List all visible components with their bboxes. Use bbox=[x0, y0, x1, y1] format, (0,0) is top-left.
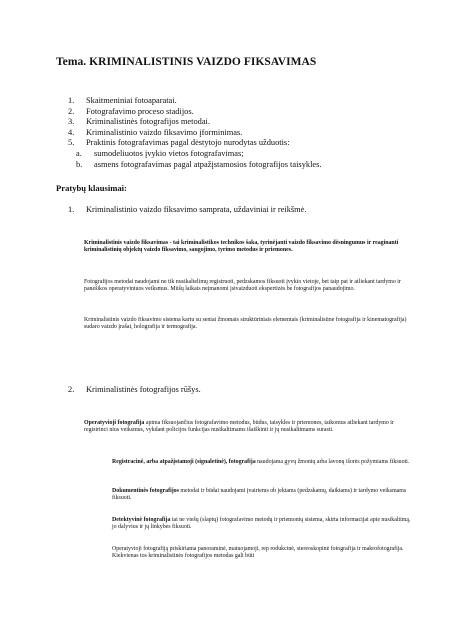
topic-list bbox=[68, 96, 448, 170]
sub-list-item bbox=[68, 160, 448, 171]
term: Dokumentinės fotografijos bbox=[112, 488, 179, 494]
list-number: 2. bbox=[68, 106, 75, 116]
paragraph bbox=[112, 517, 416, 532]
term-description: apima fiksuojančius fotografavimo metodus, būdus, taisykles ir priemones, taikomus atliekant tardymo ir registrinci nius veiksmus, vykdant policijos funkcijas nusikaltimams išaiškinti ir jų nusikaltimams surasti. bbox=[84, 420, 394, 434]
list-text: Praktinis fotografavimas pagal dėstytojo nurodytas užduotis: bbox=[86, 138, 290, 148]
paragraph: Kriminalistinis vaizdo fiksavimo sistema kartu su seniai žinomais struktūriniais elementais (kriminalistine fotografija ir kinematografija) sudaro vaizdo įrašai, holografija ir termografija. bbox=[84, 317, 407, 331]
list-number: 5. bbox=[68, 138, 75, 148]
list-item bbox=[68, 107, 448, 118]
term: Registracinė, arba atpažįstamoji (signaletinė), fotografija bbox=[112, 459, 256, 465]
term: Operatyvioji fotografija bbox=[84, 420, 145, 426]
term-description: naudojama gyvų žmonių arba lavonų išorės požymiams fiksuoti. bbox=[255, 459, 410, 465]
term-description: tai ne viešų (slaptų) fotografavimo metodų ir priemonių sistema, skirta informacijai apie nusikaltimą, jo dalyvius ir jų linkybes fiksuoti. bbox=[112, 517, 411, 531]
list-text: Kriminalistinės fotografijos metodai. bbox=[86, 117, 210, 127]
paragraph bbox=[112, 459, 416, 466]
page-title: Tema. KRIMINALISTINIS VAIZDO FIKSAVIMAS bbox=[56, 56, 317, 68]
list-number: 1. bbox=[68, 96, 75, 105]
list-item bbox=[68, 117, 448, 128]
list-text: Skaitmeniniai fotoaparatai. bbox=[86, 96, 177, 105]
list-number: 4. bbox=[68, 127, 75, 137]
list-number: 3. bbox=[68, 117, 75, 127]
list-text: sumodeliuotos įvykio vietos fotografavimas; bbox=[94, 148, 244, 158]
paragraph bbox=[84, 420, 416, 435]
list-item bbox=[68, 138, 448, 149]
question-number: 1. bbox=[68, 205, 75, 214]
paragraph: Fotografijos metodai naudojami ne tik nusikaltelimų registruoti, pedzskamos fiksuoti įvykio vietoje, bet taip pat ir atliekant tardymo ir panešikos operatyviniuos veiksmus. Mūšų laikais neįmanomi įsivaizduoti ekspertizės be fotografijos panaudojimo. bbox=[84, 279, 401, 293]
list-text: asmens fotografavimas pagal atpažįstamosios fotografijos taisykles. bbox=[94, 159, 322, 169]
question-text: Kriminalistinės fotografijos rūšys. bbox=[86, 385, 201, 394]
list-text: Fotografavimo proceso stadijos. bbox=[86, 106, 194, 116]
question-2 bbox=[68, 385, 201, 394]
questions-heading: Pratybų klausimai: bbox=[56, 183, 127, 193]
term-description: metodai ir būdai naudojami įvairiems ob jektams (pedzskamų, daiktams) ir tardymo veiksmams fiksuoti. bbox=[112, 488, 407, 502]
definition-paragraph: Kriminalistinis vaizdo fiksavimas - tai kriminalistikos technikos šaka, tyrinėjanti vaizdo fiksavimo dėsningumus ir reaginanti kriminalistinių objektų vaizdo fiksavimo, saugojimo, tyrimo metodus ir priemones. bbox=[84, 240, 399, 254]
list-item bbox=[68, 96, 448, 107]
list-item bbox=[68, 128, 448, 139]
question-1 bbox=[68, 205, 307, 214]
list-letter: b. bbox=[76, 159, 83, 169]
question-text: Kriminalistinio vaizdo fiksavimo samprata, uždaviniai ir reikšmė. bbox=[86, 205, 307, 214]
list-letter: a. bbox=[76, 148, 82, 158]
list-text: Kriminalistinio vaizdo fiksavimo įforminimas. bbox=[86, 127, 243, 137]
question-number: 2. bbox=[68, 385, 75, 394]
paragraph bbox=[112, 488, 416, 503]
term: Detektyvinė fotografija bbox=[112, 517, 171, 523]
sub-list-item bbox=[68, 149, 448, 160]
paragraph: Operatyvioji fotografiją priskiriama panoraminė, matuojamoji, rep rodukcinė, stereoskopinė fotografija ir makrofotografija. Kiekvienas tos kriminalistinės fotografijos metodas gali būti bbox=[112, 546, 404, 560]
